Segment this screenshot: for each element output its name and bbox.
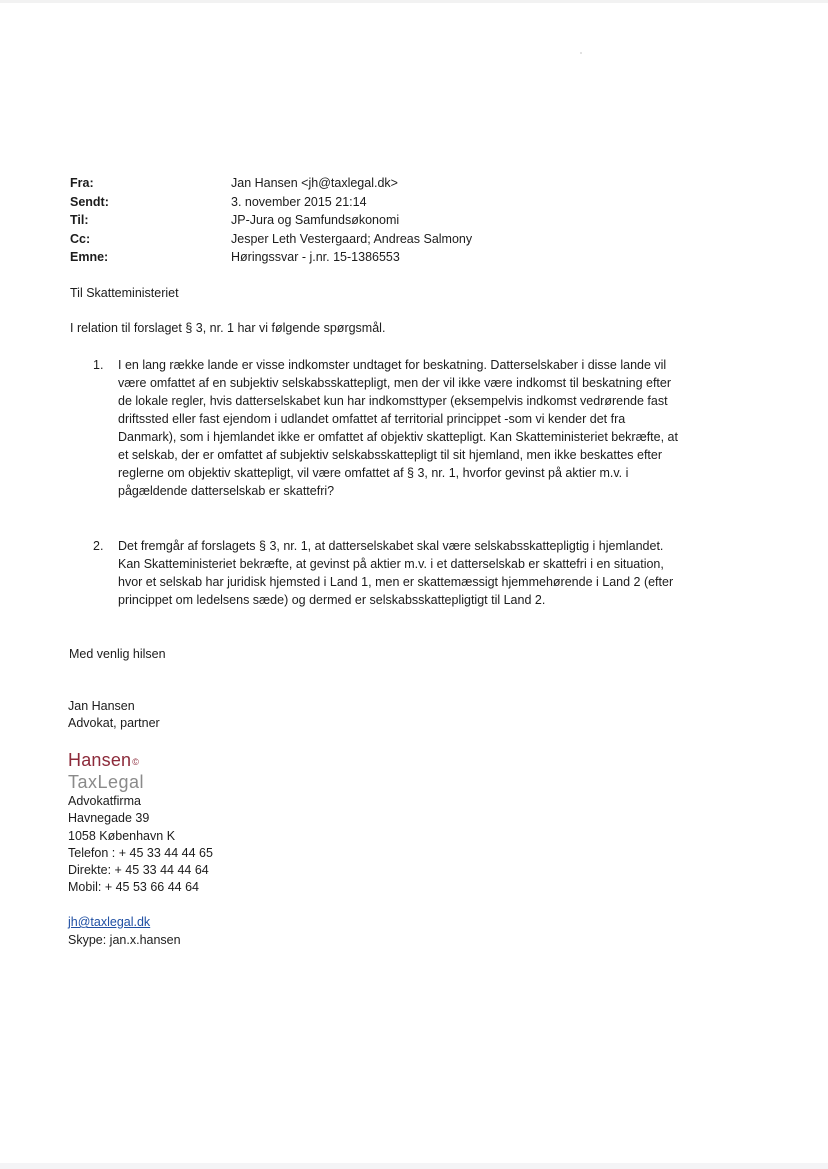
question-number: 1. bbox=[93, 358, 104, 372]
company-type: Advokatfirma bbox=[68, 794, 141, 808]
logo-line-taxlegal: TaxLegal bbox=[68, 772, 145, 792]
header-row-sent bbox=[70, 193, 630, 212]
question-line: et selskab, der er omfattet af subjektiv selskabsskattepligt til sit hjemland, men ikke beskattes efter bbox=[118, 448, 663, 462]
email-link[interactable]: jh@taxlegal.dk bbox=[68, 915, 151, 929]
scan-edge-bottom bbox=[0, 1163, 828, 1169]
signer-name: Jan Hansen bbox=[68, 699, 135, 713]
intro-paragraph: I relation til forslaget § 3, nr. 1 har vi følgende spørgsmål. bbox=[70, 321, 386, 335]
signer-title: Advokat, partner bbox=[68, 716, 160, 730]
header-row-to bbox=[70, 211, 630, 230]
header-row-subject bbox=[70, 248, 630, 267]
question-text bbox=[118, 356, 748, 500]
question-line: I en lang række lande er visse indkomster undtaget for beskatning. Datterselskaber i disse lande vil bbox=[118, 358, 667, 372]
header-row-cc bbox=[70, 230, 630, 249]
question-line: Det fremgår af forslagets § 3, nr. 1, at datterselskabet skal være selskabsskattepligtig i hjemlandet. bbox=[118, 539, 664, 553]
closing: Med venlig hilsen bbox=[69, 647, 166, 661]
header-value-cc: Jesper Leth Vestergaard; Andreas Salmony bbox=[231, 231, 473, 246]
signer-block bbox=[68, 698, 160, 732]
email-header bbox=[70, 174, 630, 267]
city-address: 1058 København K bbox=[68, 828, 176, 843]
copyright-mark: © bbox=[132, 757, 140, 767]
question-line: driftssted eller fast ejendom i udlandet omfattet af territorial princippet -som vi kender det fra bbox=[118, 412, 626, 426]
question-line: Kan Skatteministeriet bekræfte, at gevinst på aktier m.v. i et datterselskab er skattefri i en situation, bbox=[118, 557, 664, 571]
question-number: 2. bbox=[93, 539, 104, 553]
question-line: de lokale regler, hvis datterselskabet kun har indkomsttyper (eksempelvis indkomst vedrørende fast bbox=[118, 394, 668, 408]
header-label-cc: Cc: bbox=[70, 231, 91, 246]
skype-handle: Skype: jan.x.hansen bbox=[68, 933, 181, 947]
question-line: princippet om ledelsens sæde) og dermed er selskabsskattepligtigt til Land 2. bbox=[118, 593, 546, 607]
company-logo bbox=[68, 750, 144, 792]
header-label-from: Fra: bbox=[70, 176, 94, 190]
phone-number: Telefon : + 45 33 44 44 65 bbox=[68, 845, 213, 860]
header-row-from bbox=[70, 174, 630, 193]
header-label-subject: Emne: bbox=[70, 250, 109, 264]
header-value-from: Jan Hansen <jh@taxlegal.dk> bbox=[231, 176, 398, 190]
greeting: Til Skatteministeriet bbox=[70, 286, 179, 300]
header-value-subject: Høringssvar - j.nr. 15-1386553 bbox=[231, 250, 400, 264]
question-line: hvor et selskab har juridisk hjemsted i Land 1, men er skattemæssigt hjemmehørende i Land 2 (efter bbox=[118, 575, 674, 589]
contact-block bbox=[68, 793, 213, 897]
scan-speck bbox=[580, 52, 582, 54]
scan-edge-top bbox=[0, 0, 828, 3]
question-line: Danmark), som i hjemlandet ikke er omfattet af objektiv skattepligt. Kan Skatteministeriet bekræfte, at bbox=[118, 430, 678, 444]
question-line: være omfattet af en subjektiv selskabsskattepligt, men der vil ikke være indkomst til beskatning efter bbox=[118, 376, 672, 390]
logo-line-hansen bbox=[68, 750, 144, 772]
direct-number: Direkte: + 45 33 44 44 64 bbox=[68, 863, 209, 878]
header-label-sent: Sendt: bbox=[70, 194, 109, 209]
question-line: reglerne om objektiv skattepligt, vil være omfattet af § 3, nr. 1, hvorfor gevinst på aktier m.v. i bbox=[118, 466, 629, 480]
header-label-to: Til: bbox=[70, 213, 89, 227]
header-value-sent: 3. november 2015 21:14 bbox=[231, 194, 367, 209]
header-value-to: JP-Jura og Samfundsøkonomi bbox=[231, 213, 400, 227]
street-address: Havnegade 39 bbox=[68, 811, 150, 826]
logo-name: Hansen bbox=[68, 750, 132, 770]
mobile-number: Mobil: + 45 53 66 44 64 bbox=[68, 880, 199, 895]
question-line: pågældende datterselskab er skattefri? bbox=[118, 484, 335, 498]
question-text bbox=[118, 537, 748, 609]
